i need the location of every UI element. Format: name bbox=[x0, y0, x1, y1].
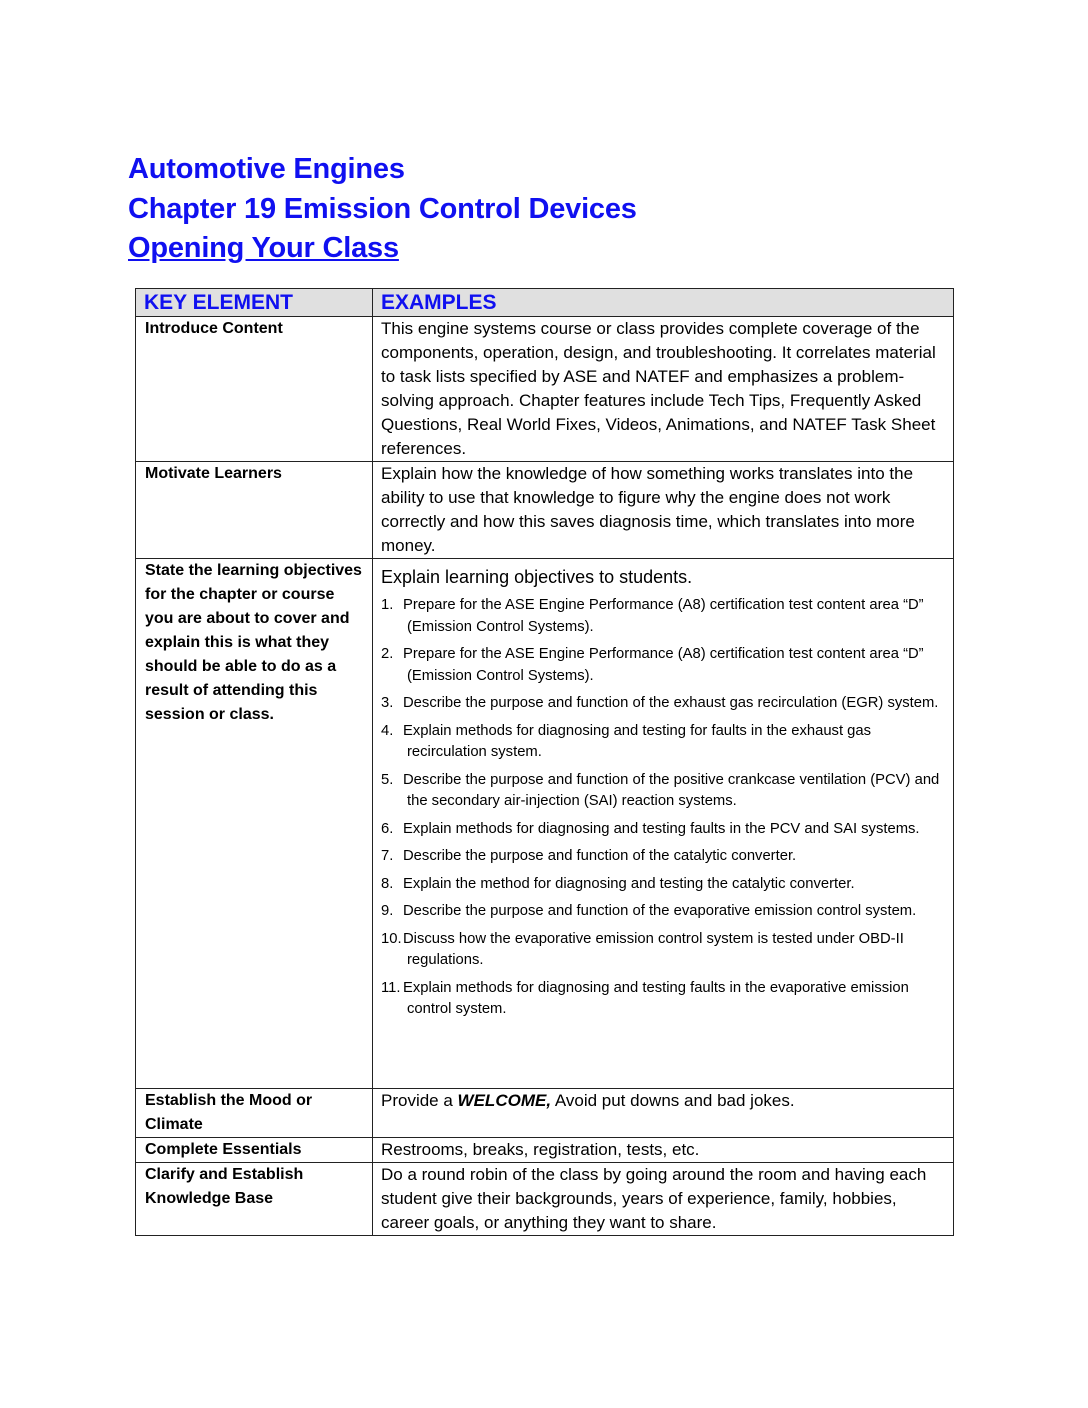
row-value bbox=[373, 559, 954, 1089]
header-examples: EXAMPLES bbox=[373, 289, 954, 317]
welcome-emphasis: WELCOME, bbox=[457, 1091, 552, 1110]
list-item: 4. Explain methods for diagnosing and testing for faults in the exhaust gas recirculation system. bbox=[381, 722, 872, 760]
list-item: 7. Describe the purpose and function of the catalytic converter. bbox=[381, 848, 797, 864]
list-item: 9. Describe the purpose and function of the evaporative emission control system. bbox=[381, 903, 917, 919]
list-item: 2. Prepare for the ASE Engine Performance (A8) certification test content area “D” (Emission Control Systems). bbox=[381, 646, 924, 684]
row-key: Clarify and Establish Knowledge Base bbox=[136, 1163, 373, 1236]
list-item: 8. Explain the method for diagnosing and testing the catalytic converter. bbox=[381, 875, 855, 892]
row-value: Explain how the knowledge of how something works translates into the ability to use that knowledge to figure why the engine does not work correctly and how this saves diagnosis time, which translates into more money. bbox=[373, 462, 954, 559]
row-value: This engine systems course or class provides complete coverage of the components, operation, design, and troubleshooting. It correlates material to task lists specified by ASE and NATEF and emphasizes a problem-solving approach. Chapter features include Tech Tips, Frequently Asked Questions, Real World Fixes, Videos, Animations, and NATEF Task Sheet references. bbox=[373, 317, 954, 462]
chapter-title: Chapter 19 Emission Control Devices bbox=[128, 192, 637, 225]
title-block bbox=[128, 150, 637, 269]
row-key: State the learning objectives for the chapter or course you are about to cover and explain this is what they should be able to do as a result of attending this session or class. bbox=[136, 559, 373, 1089]
list-item: 5. Describe the purpose and function of the positive crankcase ventilation (PCV) and the secondary air-injection (SAI) reaction systems. bbox=[381, 771, 940, 809]
table-row bbox=[136, 559, 954, 1089]
list-item: 1. Prepare for the ASE Engine Performance (A8) certification test content area “D” (Emission Control Systems). bbox=[381, 597, 924, 635]
row-key: Complete Essentials bbox=[136, 1138, 373, 1163]
list-item: 11. Explain methods for diagnosing and testing faults in the evaporative emission control system. bbox=[381, 979, 909, 1017]
list-item: 6. Explain methods for diagnosing and testing faults in the PCV and SAI systems. bbox=[381, 820, 920, 837]
section-title: Opening Your Class bbox=[128, 232, 399, 264]
table-row bbox=[136, 1089, 954, 1138]
table-row bbox=[136, 462, 954, 559]
row-key: Establish the Mood or Climate bbox=[136, 1089, 373, 1138]
row-value: Do a round robin of the class by going around the room and having each student give their backgrounds, years of experience, family, hobbies, career goals, or anything they want to share. bbox=[373, 1163, 954, 1236]
row-value: Provide a WELCOME, Avoid put downs and bad jokes. bbox=[373, 1089, 954, 1138]
book-title: Automotive Engines bbox=[128, 153, 405, 185]
list-item: 10.Discuss how the evaporative emission control system is tested under OBD-II regulations. bbox=[381, 930, 904, 968]
table-header-row bbox=[136, 289, 954, 317]
table-row bbox=[136, 1138, 954, 1163]
objectives-lead: Explain learning objectives to students. bbox=[381, 567, 693, 587]
table-row bbox=[136, 1163, 954, 1236]
table-row bbox=[136, 317, 954, 462]
list-item: 3. Describe the purpose and function of the exhaust gas recirculation (EGR) system. bbox=[381, 695, 939, 711]
opening-class-table bbox=[135, 288, 954, 1236]
header-key-element: KEY ELEMENT bbox=[136, 289, 373, 317]
row-value: Restrooms, breaks, registration, tests, etc. bbox=[373, 1138, 954, 1163]
row-key: Motivate Learners bbox=[136, 462, 373, 559]
row-key: Introduce Content bbox=[136, 317, 373, 462]
objectives-list bbox=[381, 595, 945, 1021]
